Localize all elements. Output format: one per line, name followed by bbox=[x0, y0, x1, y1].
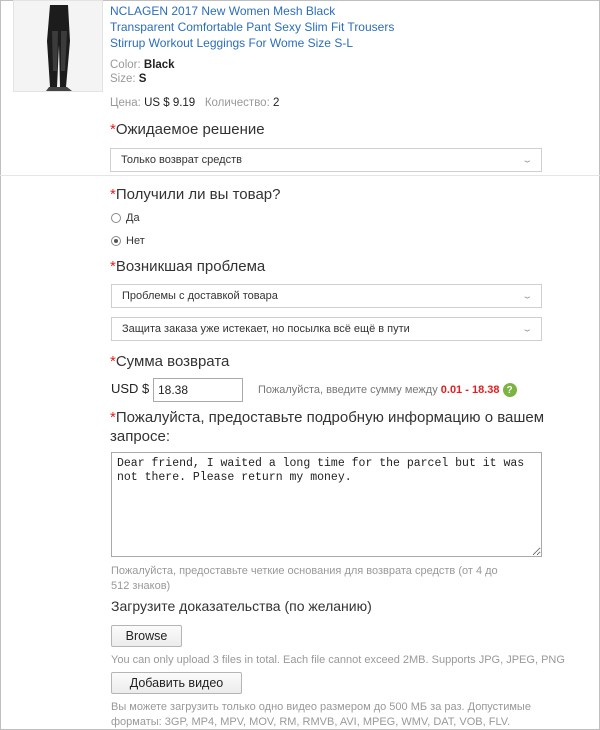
received-label: Получили ли вы товар? bbox=[115, 186, 281, 203]
resolution-select[interactable] bbox=[110, 148, 542, 172]
radio-yes[interactable] bbox=[111, 212, 140, 224]
size-value: S bbox=[138, 73, 147, 85]
radio-no-label[interactable]: Нет bbox=[126, 235, 145, 247]
color-label: Color: bbox=[110, 59, 141, 71]
required-mark: * bbox=[110, 409, 116, 426]
chevron-down-icon: ⌄ bbox=[520, 291, 533, 301]
product-title-line3[interactable]: Stirrup Workout Leggings For Wome Size S-L bbox=[110, 36, 353, 50]
details-note-line2: 512 знаков) bbox=[111, 580, 171, 592]
product-title-link[interactable] bbox=[110, 3, 410, 51]
radio-no[interactable] bbox=[111, 235, 145, 247]
section-divider bbox=[0, 175, 600, 176]
radio-yes-label[interactable]: Да bbox=[126, 212, 140, 224]
resolution-heading bbox=[110, 121, 265, 138]
problem-heading bbox=[110, 258, 265, 275]
video-note-line1: Вы можете загрузить только одно видео размером до 500 МБ за раз. Допустимые bbox=[111, 701, 531, 713]
resolution-label: Ожидаемое решение bbox=[115, 121, 265, 138]
resolution-selected: Только возврат средств bbox=[121, 154, 242, 166]
required-mark: * bbox=[110, 258, 116, 275]
problem-label: Возникшая проблема bbox=[115, 258, 266, 275]
details-heading bbox=[110, 408, 544, 446]
required-mark: * bbox=[110, 186, 116, 203]
product-title-line1[interactable]: NCLAGEN 2017 New Women Mesh Black bbox=[110, 4, 336, 18]
radio-button[interactable] bbox=[111, 213, 121, 223]
product-size bbox=[110, 72, 146, 86]
details-label-line1: Пожалуйста, предоставьте подробную информацию о вашем bbox=[115, 409, 545, 426]
size-label: Size: bbox=[110, 73, 136, 85]
required-mark: * bbox=[110, 353, 116, 370]
details-note-line1: Пожалуйста, предоставьте четкие основания для возврата средств (от 4 до bbox=[111, 565, 498, 577]
upload-heading: Загрузите доказательства (по желанию) bbox=[111, 598, 372, 614]
chevron-down-icon: ⌄ bbox=[520, 155, 533, 165]
browse-button[interactable]: Browse bbox=[111, 625, 182, 647]
question-icon[interactable]: ? bbox=[503, 383, 517, 397]
files-note: You can only upload 3 files in total. Each file cannot exceed 2MB. Supports JPG, JPEG, PNG bbox=[111, 654, 565, 666]
product-thumbnail[interactable] bbox=[13, 0, 103, 92]
product-price-qty bbox=[110, 96, 279, 110]
details-textarea[interactable] bbox=[111, 452, 542, 557]
product-title-line2[interactable]: Transparent Comfortable Pant Sexy Slim Fit Trousers bbox=[110, 20, 395, 34]
product-color bbox=[110, 58, 175, 72]
qty-value: 2 bbox=[272, 97, 280, 109]
received-heading bbox=[110, 186, 280, 203]
refund-range: 0.01 - 18.38 bbox=[440, 383, 500, 396]
radio-button-selected[interactable] bbox=[111, 236, 121, 246]
qty-label: Количество: bbox=[204, 97, 270, 109]
video-note-line2: форматы: 3GP, MP4, MPV, MOV, RM, RMVB, AVI, MPEG, WMV, DAT, VOB, FLV. bbox=[111, 716, 511, 728]
refund-heading bbox=[110, 353, 229, 370]
currency-label: USD $ bbox=[111, 381, 150, 396]
required-mark: * bbox=[110, 121, 116, 138]
refund-hint-text: Пожалуйста, введите сумму между bbox=[258, 383, 438, 396]
problem-detail-select[interactable] bbox=[111, 317, 542, 341]
chevron-down-icon: ⌄ bbox=[520, 324, 533, 334]
details-label-line2: запросе: bbox=[110, 428, 171, 445]
video-note bbox=[111, 700, 531, 730]
leggings-photo-icon bbox=[14, 1, 103, 92]
price-label: Цена: bbox=[110, 97, 141, 109]
color-value: Black bbox=[143, 59, 175, 71]
add-video-button[interactable]: Добавить видео bbox=[111, 672, 242, 694]
problem-detail-selected: Защита заказа уже истекает, но посылка всё ещё в пути bbox=[122, 323, 410, 335]
problem-selected: Проблемы с доставкой товара bbox=[122, 290, 278, 302]
details-note bbox=[111, 564, 498, 594]
refund-hint bbox=[258, 383, 517, 397]
refund-amount-input[interactable] bbox=[153, 378, 243, 402]
price-value: US $ 9.19 bbox=[144, 97, 196, 109]
refund-label: Сумма возврата bbox=[115, 353, 230, 370]
problem-select[interactable] bbox=[111, 284, 542, 308]
